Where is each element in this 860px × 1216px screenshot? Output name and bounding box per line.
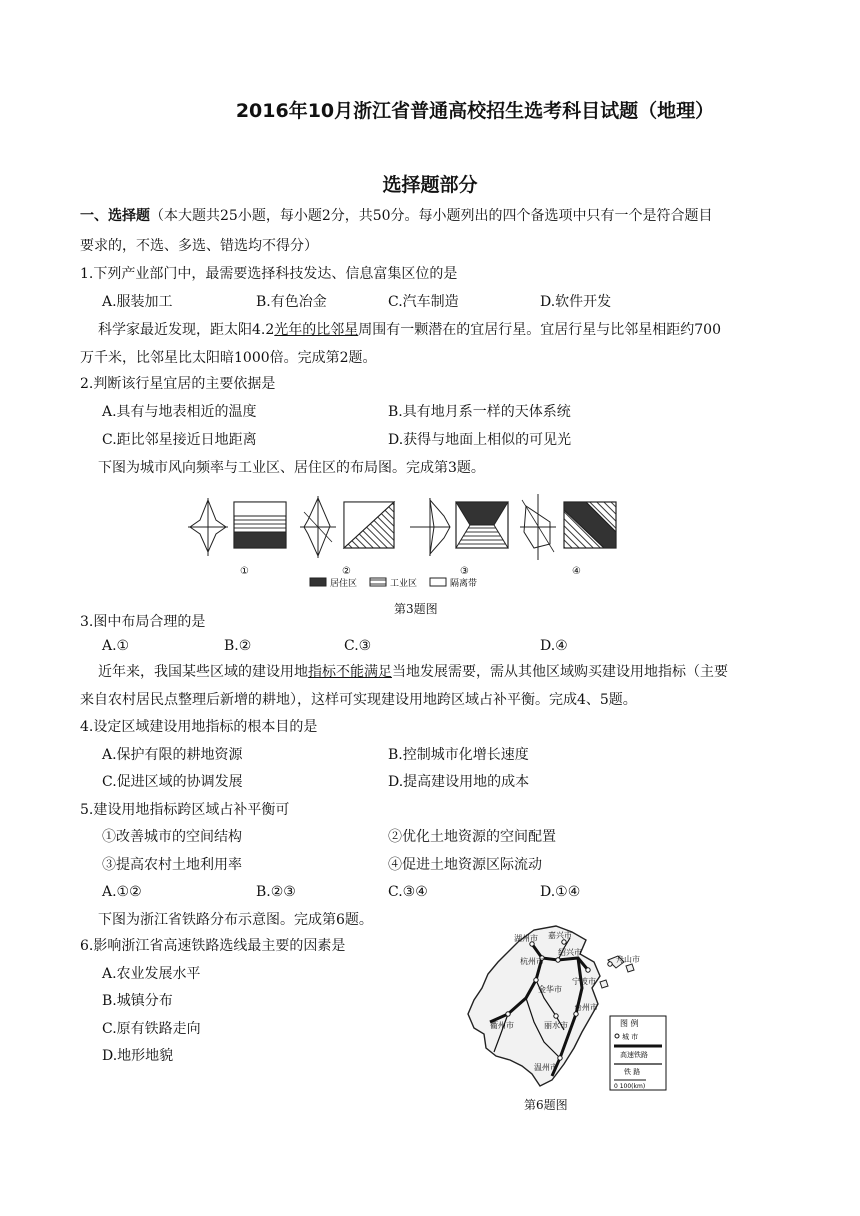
city-wenzhou: 温州市 — [534, 1063, 558, 1072]
panel-label-2: ② — [342, 566, 351, 577]
scale-label: 0 100(km) — [614, 1083, 646, 1090]
panel-label-4: ④ — [572, 566, 581, 577]
section-title: 选择题部分 — [382, 174, 478, 196]
q4-stem: 4.设定区域建设用地指标的根本目的是 — [80, 719, 318, 735]
residential-zone — [234, 532, 286, 548]
city-taizhou: 台州市 — [574, 1003, 598, 1012]
q6-stem: 6.影响浙江省高速铁路选线最主要的因素是 — [80, 938, 346, 954]
q5-option-c: C.③④ — [388, 884, 428, 900]
q5-option-d: D.①④ — [540, 884, 581, 900]
intro-q4-5-post: 当地发展需要，需从其他区域购买建设用地指标（主要 — [392, 664, 728, 680]
intro-q4-5-line2: 来自农村居民点整理后新增的耕地），这样可实现建设用地跨区域占补平衡。完成4、5题。 — [80, 692, 637, 708]
city-hangzhou: 杭州市 — [520, 957, 544, 966]
exam-title: 2016年10月浙江省普通高校招生选考科目试题（地理） — [235, 100, 715, 122]
legend-residential: 居住区 — [330, 579, 358, 589]
map-legend — [610, 1016, 666, 1090]
q3-option-c: C.③ — [344, 638, 372, 654]
figure-3-caption: 第3题图 — [394, 602, 438, 616]
q1-option-c: C.汽车制造 — [388, 294, 459, 310]
q3-stem: 3.图中布局合理的是 — [80, 614, 206, 630]
wind-rose-3 — [410, 498, 450, 556]
panel-label-3: ③ — [460, 566, 469, 577]
wind-rose-1 — [188, 498, 228, 556]
part-instructions — [80, 206, 713, 226]
q1-option-b: B.有色冶金 — [256, 294, 327, 310]
q2-stem: 2.判断该行星宜居的主要依据是 — [80, 376, 276, 392]
legend-hsr: 高速铁路 — [620, 1051, 648, 1059]
q2-option-d: D.获得与地面上相似的可见光 — [388, 432, 572, 448]
q6-option-d: D.地形地貌 — [102, 1048, 174, 1064]
intro-q4-5-underlined: 指标不能满足 — [308, 664, 392, 680]
q1-option-a: A.服装加工 — [102, 294, 173, 310]
figure-6-railway-map — [460, 918, 690, 1093]
legend-city-marker — [615, 1034, 619, 1038]
q5-item-4: ④促进土地资源区际流动 — [388, 857, 542, 873]
q2-option-a: A.具有与地表相近的温度 — [102, 404, 257, 420]
legend-residential-swatch — [310, 578, 326, 586]
q4-option-a: A.保护有限的耕地资源 — [102, 747, 243, 763]
panel-1 — [188, 498, 286, 577]
legend-industrial-swatch — [370, 578, 386, 586]
legend-city: 城 市 — [622, 1033, 639, 1041]
q2-option-b: B.具有地月系一样的天体系统 — [388, 404, 571, 420]
panel-3 — [410, 498, 508, 577]
legend-industrial: 工业区 — [390, 579, 418, 589]
intro-q2-pre: 科学家最近发现，距太阳4.2 — [98, 322, 275, 338]
part-instructions-a: （本大题共25小题，每小题2分，共50分。每小题列出的四个备选项中只有一个是符合题目 — [150, 208, 713, 224]
q4-option-c: C.促进区域的协调发展 — [102, 774, 243, 790]
q3-option-a: A.① — [102, 638, 130, 654]
intro-q4-5-line1 — [98, 662, 728, 682]
industrial-zone — [234, 516, 286, 532]
q1-option-d: D.软件开发 — [540, 294, 612, 310]
isolation-zone — [234, 502, 286, 516]
city-quzhou: 衢州市 — [490, 1021, 514, 1030]
wind-rose-4 — [520, 494, 556, 560]
q3-option-d: D.④ — [540, 638, 568, 654]
q2-option-c: C.距比邻星接近日地距离 — [102, 432, 257, 448]
city-jiaxing: 嘉兴市 — [548, 931, 572, 940]
q5-item-1: ①改善城市的空间结构 — [102, 829, 242, 845]
q3-option-b: B.② — [224, 638, 252, 654]
intro-q3: 下图为城市风向频率与工业区、居住区的布局图。完成第3题。 — [98, 460, 485, 476]
figure-3-legend — [310, 577, 477, 589]
city-zhoushan: 舟山市 — [616, 955, 640, 964]
q6-option-a: A.农业发展水平 — [102, 966, 201, 982]
city-huzhou: 湖州市 — [514, 934, 538, 943]
legend-isolation-swatch — [430, 578, 446, 586]
figure-3-layout-diagram — [188, 486, 658, 596]
q5-stem: 5.建设用地指标跨区域占补平衡可 — [80, 802, 290, 818]
q5-option-a: A.①② — [102, 884, 142, 900]
wind-rose-2 — [300, 496, 336, 558]
legend-isolation: 隔离带 — [450, 579, 478, 589]
q1-stem: 1.下列产业部门中，最需要选择科技发达、信息富集区位的是 — [80, 266, 458, 282]
q4-option-b: B.控制城市化增长速度 — [388, 747, 529, 763]
q4-option-d: D.提高建设用地的成本 — [388, 774, 530, 790]
city-lishui: 丽水市 — [544, 1021, 568, 1030]
legend-title: 图 例 — [620, 1019, 639, 1028]
intro-q6: 下图为浙江省铁路分布示意图。完成第6题。 — [98, 912, 373, 928]
city-shaoxing: 绍兴市 — [558, 948, 582, 957]
panel-label-1: ① — [240, 566, 249, 577]
part-label: 一、选择题 — [80, 208, 150, 224]
q5-option-b: B.②③ — [256, 884, 296, 900]
q5-item-3: ③提高农村土地利用率 — [102, 857, 242, 873]
part-instructions-b: 要求的，不选、多选、错选均不得分） — [80, 238, 318, 254]
intro-q2-line1 — [98, 320, 721, 340]
intro-q2-line2: 万千米，比邻星比太阳暗1000倍。完成第2题。 — [80, 350, 377, 366]
city-ningbo: 宁波市 — [572, 977, 596, 986]
q6-option-b: B.城镇分布 — [102, 993, 173, 1009]
intro-q4-5-pre: 近年来，我国某些区域的建设用地 — [98, 664, 308, 680]
intro-q2-post: 周围有一颗潜在的宜居行星。宜居行星与比邻星相距约700 — [358, 322, 721, 338]
intro-q2-underlined: 光年的比邻星 — [274, 322, 359, 338]
q6-option-c: C.原有铁路走向 — [102, 1021, 201, 1037]
panel-2 — [300, 496, 394, 577]
city-jinhua: 金华市 — [538, 985, 562, 994]
q5-item-2: ②优化土地资源的空间配置 — [388, 829, 556, 845]
legend-rail: 铁 路 — [624, 1068, 641, 1076]
panel-4 — [520, 494, 616, 577]
figure-6-caption: 第6题图 — [524, 1098, 568, 1112]
